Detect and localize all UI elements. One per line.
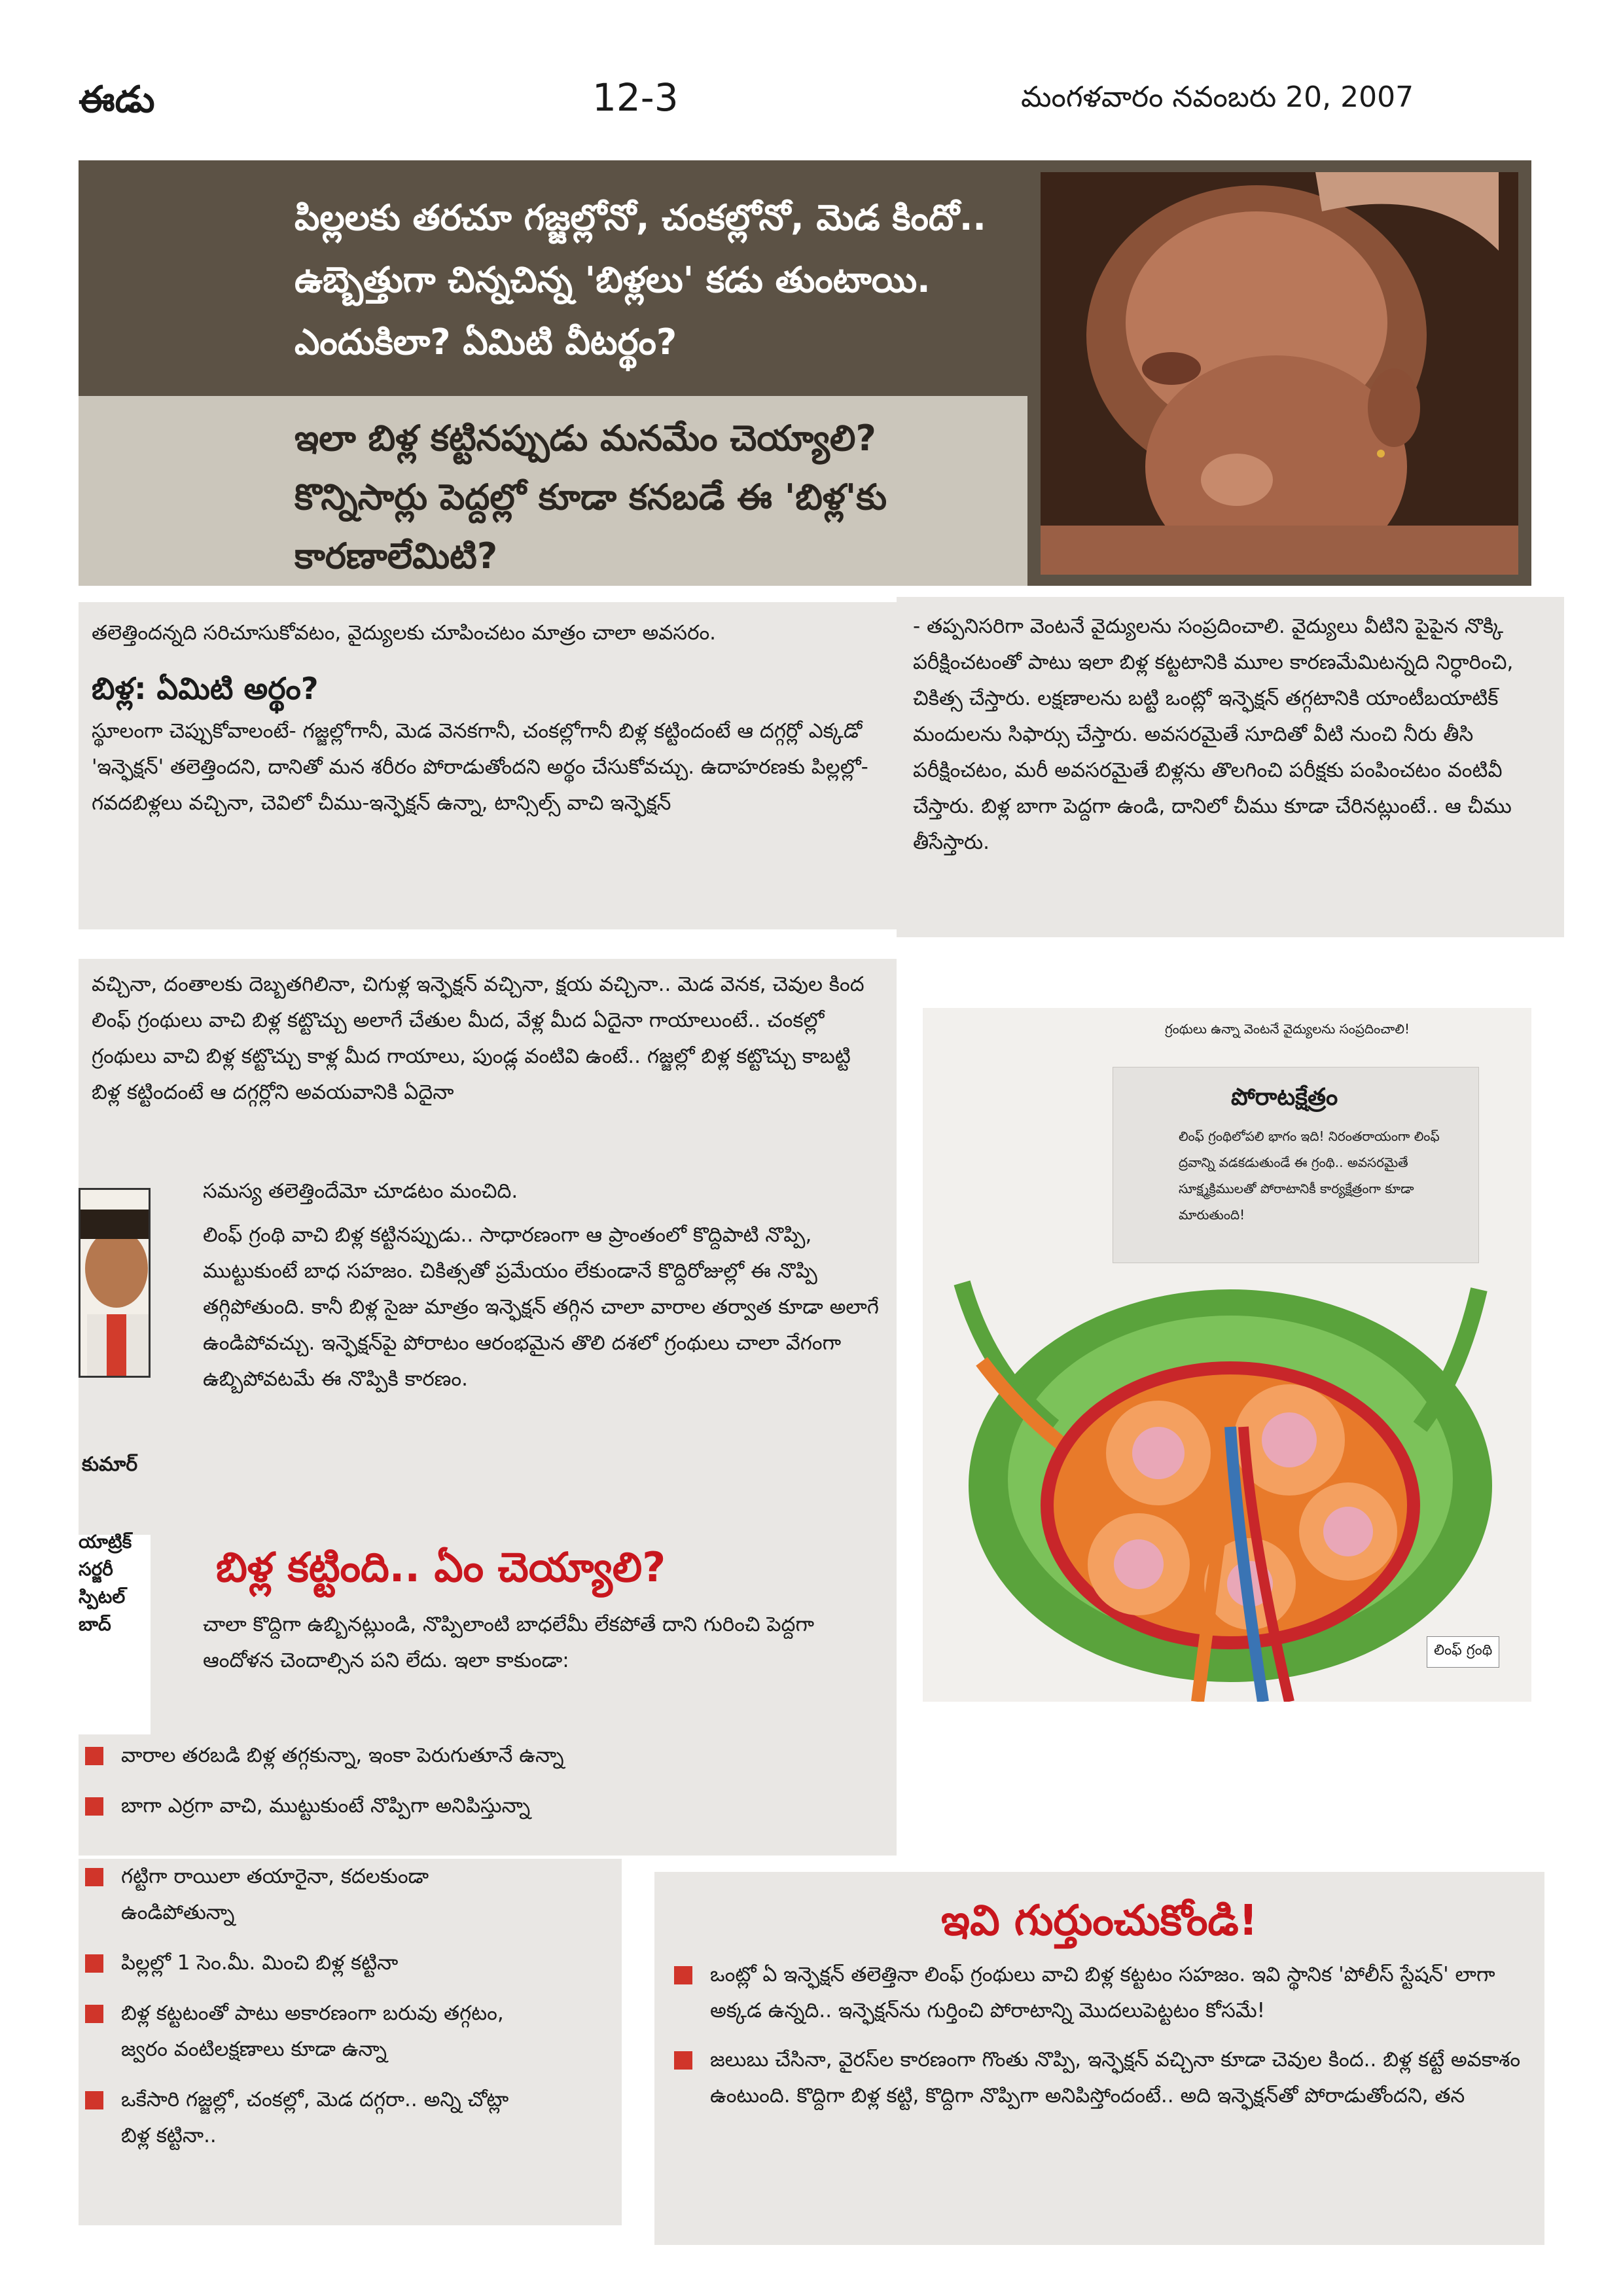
remember-section [654,1872,1544,2245]
action-bullet-list-wrap [85,1738,883,1839]
causes-body: వచ్చినా, దంతాలకు దెబ్బతగిలినా, చిగుళ్ల ఇన్ఫెక్షన్ వచ్చినా, క్షయ వచ్చినా.. మెడ వెనక, చెవుల కింద లింఫ్ గ్రంథులు వాచి బిళ్ల కట్టొచ్చు అలాగే చేతుల మీద, వేళ్ల మీద ఏదైనా గాయాలుంటే.. చంకల్లో గ్రంథులు వాచి బిళ్ల కట్టొచ్చు కాళ్ల మీద గాయాలు, పుండ్ల వంటివి ఉంటే.. గజ్జల్లో బిళ్ల కట్టొచ్చు కాబట్టి బిళ్ల కట్టిందంటే ఆ దగ్గర్లోని అవయవానికి ఏదైనా [92,973,865,1104]
column-left-top [79,602,910,929]
action-heading: బిళ్ల కట్టింది.. ఏం చెయ్యాలి? [216,1543,666,1591]
remember-bullet: ఒంట్లో ఏ ఇన్ఫెక్షన్ తలెత్తినా లింఫ్ గ్రంథులు వాచి బిళ్ల కట్టటం సహజం. ఇవి స్థానిక 'పోలీస్ స్టేషన్' లాగా అక్కడ ఉన్నది.. ఇన్ఫెక్షన్‌ను గుర్తించి పోరాటాన్ని మొదలుపెట్టటం కోసమే! [674,1957,1525,2029]
continuation-text: తలెత్తిందన్నది సరిచూసుకోవటం, వైద్యులకు చూపించటం మాత్రం చాలా అవసరం. [92,621,717,645]
doctor-dept: యాట్రిక్ సర్జరీ [79,1531,132,1580]
bullet-square-icon [85,1954,103,1973]
action-bullet: ఒకేసారి గజ్జల్లో, చంకల్లో, మెడ దగ్గరా.. అన్ని చోట్లా బిళ్ల కట్టినా.. [85,2082,530,2154]
action-bullet: గట్టిగా రాయిలా తయారైనా, కదలకుండా ఉండిపోతున్నా [85,1859,530,1931]
action-bullet: పిల్లల్లో 1 సెం.మీ. మించి బిళ్ల కట్టినా [85,1945,530,1981]
illustration-title: పోరాటక్షేత్రం [1231,1084,1338,1111]
masthead-fragment: ఈడు [79,79,155,121]
illustration-text: లింఫ్ గ్రంథిలోపలి భాగం ఇది! నిరంతరాయంగా లింఫ్ ద్రవాన్ని వడకడుతుండే ఈ గ్రంథి.. అవసరమైతే సూక్ష్మక్రిములతో పోరాటానికీ కార్యక్షేత్రంగా కూడా మారుతుంది! [1179,1128,1440,1223]
pain-body: లింఫ్ గ్రంథి వాచి బిళ్ల కట్టినప్పుడు.. సాధారణంగా ఆ ప్రాంతంలో కొద్దిపాటి నొప్పి, ముట్టుకుంటే బాధ సహజం. చికిత్సతో ప్రమేయం లేకుండానే కొద్దిరోజుల్లో ఈ నొప్పి తగ్గిపోతుంది. కానీ బిళ్ల సైజు మాత్రం ఇన్ఫెక్షన్ తగ్గిన చాలా వారాల తర్వాత కూడా అలాగే ఉండిపోవచ్చు. ఇన్ఫెక్షన్‌పై పోరాటం ఆరంభమైన తొలి దశలో గ్రంథులు చాలా వేగంగా ఉబ్బిపోవటమే ఈ నొప్పికి కారణం. [203,1223,879,1391]
meaning-body: స్థూలంగా చెప్పుకోవాలంటే- గజ్జల్లోగానీ, మెడ వెనకగానీ, చంకల్లోగానీ బిళ్ల కట్టిందంటే ఆ దగ్గర్లో ఎక్కడో 'ఇన్ఫెక్షన్' తలెత్తిందని, దానితో మన శరీరం పోరాడుతోందని అర్థం చేసుకోవచ్చు. ఉదాహరణకు పిల్లల్లో- గవదబిళ్లలు వచ్చినా, చెవిలో చీము-ఇన్ఫెక్షన్ ఉన్నా, టాన్సిల్స్ వాచి ఇన్ఫెక్షన్ [92,719,868,815]
banner-intro: పిల్లలకు తరచూ గజ్జల్లోనో, చంకల్లోనో, మెడ కిందో.. ఉబ్బెత్తుగా చిన్నచిన్న 'బిళ్లలు' కడు తుంటాయి. ఎందుకిలా? ఏమిటి వీటర్థం? [294,197,986,363]
action-bullet: బాగా ఎర్రగా వాచి, ముట్టుకుంటే నొప్పిగా అనిపిస్తున్నా [85,1788,883,1824]
action-bullet-list-lower [85,1859,530,2154]
action-bullet-list [85,1738,883,1824]
action-bullet: వారాల తరబడి బిళ్ల తగ్గకున్నా, ఇంకా పెరుగుతూనే ఉన్నా [85,1738,883,1774]
issue-date: మంగళవారం నవంబరు 20, 2007 [1021,81,1414,114]
doctor-caption [79,1528,151,1638]
column-right-top [897,597,1564,937]
page-number: 12-3 [592,75,679,120]
page-header [79,62,1518,141]
remember-bullet-list [674,1957,1525,2114]
bullet-square-icon [85,1868,103,1886]
remember-bullet: జలుబు చేసినా, వైరస్‌ల కారణంగా గొంతు నొప్పి, ఇన్ఫెక్షన్ వచ్చినా కూడా చెవుల కింద.. బిళ్ల కట్టే అవకాశం ఉంటుంది. కొద్దిగా బిళ్ల కట్టి, కొద్దిగా నొప్పిగా అనిపిస్తోందంటే.. అది ఇన్ఫెక్షన్‌తో పోరాడుతోందని, తన [674,2042,1525,2114]
bullet-square-icon [674,1966,692,1984]
doctor-name: కుమార్ [82,1453,138,1476]
remember-heading: ఇవి గుర్తుంచుకోండి! [941,1897,1258,1945]
bullet-square-icon [85,1797,103,1816]
causes-body-end: సమస్య తలెత్తిందేమో చూడటం మంచిది. [203,1179,518,1203]
column-left-mid-inner [196,1174,897,1535]
doctor-city: బాద్ [79,1613,111,1635]
illustration-top-strip: గ్రంథులు ఉన్నా వెంటనే వైద్యులను సంప్రదించాలి! [1165,1021,1410,1037]
lymph-node-illustration [923,1008,1531,1702]
section-heading-meaning: బిళ్ల: ఏమిటి అర్థం? [92,671,319,706]
child-neck-lump-photo [1041,172,1518,575]
action-bullets-lower [79,1859,622,2225]
bullet-square-icon [85,2005,103,2023]
banner-panel [79,160,1531,586]
action-intro: చాలా కొద్దిగా ఉబ్బినట్లుండి, నొప్పిలాంటి బాధలేమీ లేకపోతే దాని గురించి పెద్దగా ఆందోళన చెందాల్సిన పని లేదు. ఇలా కాకుండా: [203,1613,814,1672]
banner-questions: ఇలా బిళ్ల కట్టినప్పుడు మనమేం చెయ్యాలి? కొన్నిసార్లు పెద్దల్లో కూడా కనబడే ఈ 'బిళ్ల'కు కారణాలేమిటి? [294,418,887,577]
banner-questions-band [79,396,1027,586]
bullet-square-icon [674,2051,692,2070]
doctor-portrait-photo [79,1188,151,1378]
lymph-node-drawing [923,1008,1531,1702]
bullet-square-icon [85,1747,103,1765]
banner-intro-band [79,160,1027,396]
illustration-label: లింఫ్ గ్రంథి [1427,1636,1499,1668]
bullet-square-icon [85,2091,103,2109]
doctor-hospital: స్పిటల్ [79,1586,126,1607]
action-bullet: బిళ్ల కట్టటంతో పాటు అకారణంగా బరువు తగ్గటం, జ్వరం వంటిలక్షణాలు కూడా ఉన్నా [85,1996,530,2068]
consult-doctor-body: - తప్పనిసరిగా వెంటనే వైద్యులను సంప్రదించాలి. వైద్యులు వీటిని పైపైన నొక్కి పరీక్షించటంతో పాటు ఇలా బిళ్ల కట్టటానికి మూల కారణమేమిటన్నది నిర్ధారించి, చికిత్స చేస్తారు. లక్షణాలను బట్టి ఒంట్లో ఇన్ఫెక్షన్ తగ్గటానికి యాంటీబయాటిక్ మందులను సిఫార్సు చేస్తారు. అవసరమైతే సూదితో వీటి నుంచి నీరు తీసి పరీక్షించటం, మరీ అవసరమైతే బిళ్లను తొలగించి పరీక్షకు పంపించటం వంటివీ చేస్తారు. బిళ్ల బాగా పెద్దగా ఉండి, దానిలో చీము కూడా చేరినట్లుంటే.. ఆ చీము తీసేస్తారు. [913,615,1514,854]
